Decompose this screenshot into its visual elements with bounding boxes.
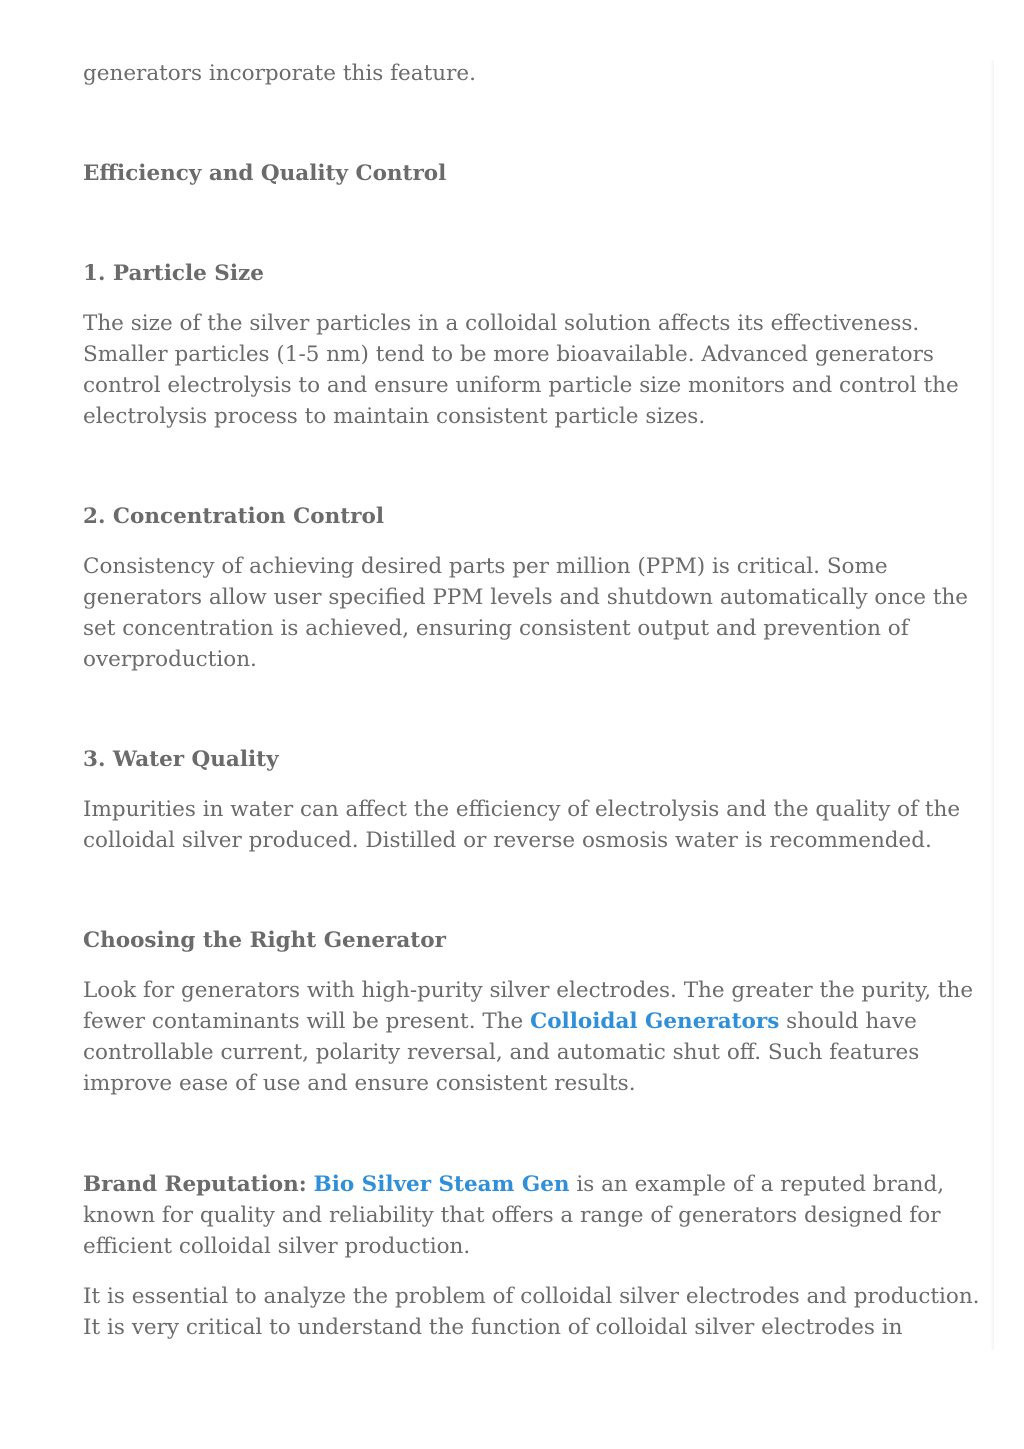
concentration-paragraph: Consistency of achieving desired parts per million (PPM) is critical. Some generators allow user specified PPM levels and shutdown automatically once the set concentration is achieved, ensuring consistent output and prevention of overproduction. <box>83 554 969 672</box>
brand-reputation-label: Brand Reputation: <box>83 1172 307 1197</box>
concentration-heading: 2. Concentration Control <box>83 504 385 529</box>
efficiency-section-title: Efficiency and Quality Control <box>83 161 447 186</box>
page-edge-shadow <box>990 60 994 1350</box>
brand-text-after-link: is an example of a reputed brand, known for quality and reliability that offers a range of generators designed for efficient colloidal silver production. <box>83 1172 945 1259</box>
choosing-paragraph <box>83 975 983 1099</box>
choosing-section-title: Choosing the Right Generator <box>83 928 446 953</box>
particle-size-heading: 1. Particle Size <box>83 261 264 286</box>
brand-paragraph <box>83 1169 983 1262</box>
intro-fragment: generators incorporate this feature. <box>83 61 476 86</box>
closing-paragraph: It is essential to analyze the problem of colloidal silver electrodes and production. It is very critical to understand the function of colloidal silver electrodes in <box>83 1284 980 1340</box>
particle-size-paragraph: The size of the silver particles in a colloidal solution affects its effectiveness. Smaller particles (1-5 nm) tend to be more bioavailable. Advanced generators control electrolysis to and ensure uniform particle size monitors and control the electrolysis process to maintain consistent particle sizes. <box>83 311 959 429</box>
water-quality-heading: 3. Water Quality <box>83 747 279 772</box>
choosing-text-before-link: Look for generators with high-purity silver electrodes. The greater the purity, the fewer contaminants will be present. The <box>83 978 974 1034</box>
document-body <box>83 58 983 1343</box>
colloidal-generators-link[interactable]: Colloidal Generators <box>530 1009 780 1034</box>
bio-silver-steam-gen-link[interactable]: Bio Silver Steam Gen <box>313 1172 570 1197</box>
choosing-text-after-link: should have controllable current, polarity reversal, and automatic shut off. Such features improve ease of use and ensure consistent results. <box>83 1009 920 1096</box>
water-quality-paragraph: Impurities in water can affect the efficiency of electrolysis and the quality of the colloidal silver produced. Distilled or reverse osmosis water is recommended. <box>83 797 961 853</box>
